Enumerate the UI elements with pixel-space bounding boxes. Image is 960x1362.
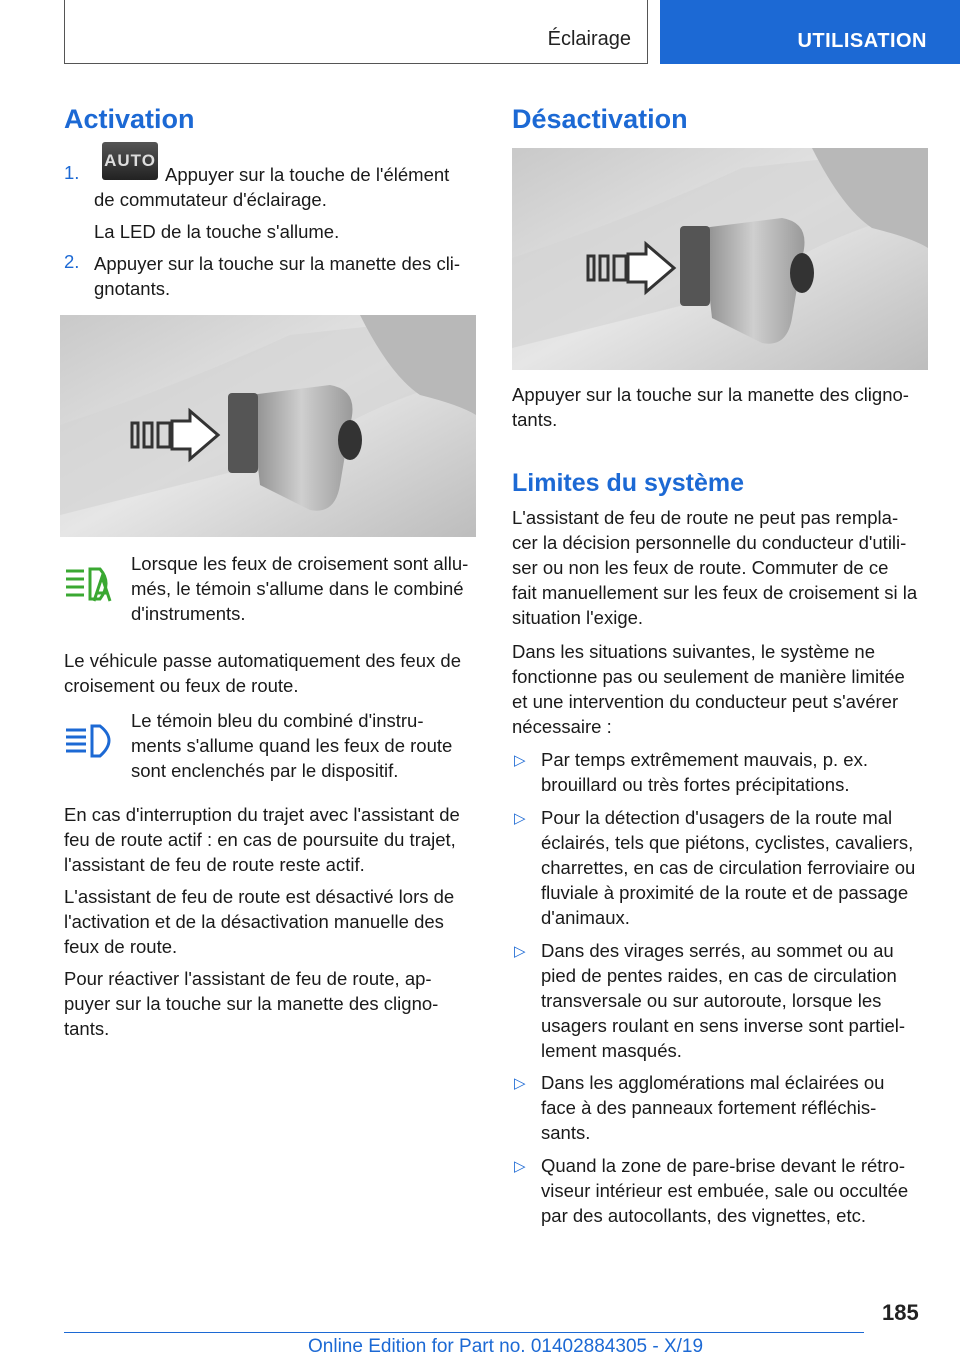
bullet-5-line3: par des autocollants, des vignettes, etc. <box>541 1205 866 1226</box>
bullet-1-line2: brouillard ou très fortes précipitations. <box>541 774 850 795</box>
limits-heading: Limites du système <box>512 469 745 497</box>
bullet-4-icon: ▷ <box>514 1075 526 1092</box>
bullet-2-icon: ▷ <box>514 810 526 827</box>
limits-para1-line5: situation l'exige. <box>512 607 644 628</box>
bullet-3-line5: lement masqués. <box>541 1040 682 1061</box>
stalk-photo-activation <box>60 315 476 537</box>
para2-line1: En cas d'interruption du trajet avec l'assistant de <box>64 804 460 825</box>
limits-para2-line3: et une intervention du conducteur peut s'avérer <box>512 691 899 712</box>
indicator-1-line3: d'instruments. <box>131 603 246 624</box>
step-1-text: Appuyer sur la touche de l'élément <box>165 164 450 185</box>
header-section-box <box>64 0 648 64</box>
para1-line2: croisement ou feux de route. <box>64 675 299 696</box>
step-2-text: Appuyer sur la touche sur la manette des cli- <box>94 253 461 274</box>
bullet-5-line2: viseur intérieur est embuée, sale ou occultée <box>541 1180 909 1201</box>
limits-para1-line4: fait manuellement sur les feux de croisement si la <box>512 582 918 603</box>
para4-line1: Pour réactiver l'assistant de feu de route, ap- <box>64 968 432 989</box>
deactivation-heading: Désactivation <box>512 104 688 134</box>
bullet-5-icon: ▷ <box>514 1158 526 1175</box>
para3-line1: L'assistant de feu de route est désactivé lors de <box>64 886 455 907</box>
indicator-2-line2: ments s'allume quand les feux de route <box>131 735 453 756</box>
bullet-2-line2: éclairés, tels que piétons, cyclistes, cavaliers, <box>541 832 914 853</box>
para4-line2: puyer sur la touche sur la manette des cligno- <box>64 993 439 1014</box>
para2-line2: feu de route actif : en cas de poursuite du trajet, <box>64 829 456 850</box>
stalk-illustration <box>60 315 476 537</box>
bullet-3-line2: pied de pentes raides, en cas de circulation <box>541 965 897 986</box>
activation-heading: Activation <box>64 104 195 134</box>
step-1-text-cont: de commutateur d'éclairage. <box>94 189 327 210</box>
bullet-3-line1: Dans des virages serrés, au sommet ou au <box>541 940 894 961</box>
step-1-number: 1. <box>64 162 80 183</box>
chapter-title: UTILISATION <box>797 30 927 52</box>
indicator-1-line2: més, le témoin s'allume dans le combiné <box>131 578 464 599</box>
bullet-1-line1: Par temps extrêmement mauvais, p. ex. <box>541 749 868 770</box>
bullet-2-line5: d'animaux. <box>541 907 630 928</box>
limits-para2-line4: nécessaire : <box>512 716 612 737</box>
high-beam-indicator-icon <box>64 720 116 764</box>
bullet-4-line1: Dans les agglomérations mal éclairées ou <box>541 1072 885 1093</box>
bullet-1-icon: ▷ <box>514 752 526 769</box>
stalk-photo-deactivation <box>512 148 928 370</box>
stalk-illustration <box>512 148 928 370</box>
para3-line2: l'activation et de la désactivation manuelle des <box>64 911 444 932</box>
caption-line2: tants. <box>512 409 558 430</box>
bullet-5-line1: Quand la zone de pare-brise devant le rétro- <box>541 1155 906 1176</box>
caption-line1: Appuyer sur la touche sur la manette des cligno- <box>512 384 909 405</box>
indicator-1-line1: Lorsque les feux de croisement sont allu- <box>131 553 469 574</box>
para4-line3: tants. <box>64 1018 110 1039</box>
step-2-text-cont: gnotants. <box>94 278 171 299</box>
low-beam-indicator-icon <box>64 563 114 607</box>
bullet-2-line1: Pour la détection d'usagers de la route mal <box>541 807 893 828</box>
page-number: 185 <box>882 1300 919 1325</box>
limits-para2-line1: Dans les situations suivantes, le système ne <box>512 641 875 662</box>
bullet-2-line4: fluviale à proximité de la route et de passage <box>541 882 909 903</box>
step-2-number: 2. <box>64 251 80 272</box>
indicator-2-line3: sont enclenchés par le dispositif. <box>131 760 399 781</box>
para2-line3: l'assistant de feu de route reste actif. <box>64 854 365 875</box>
header-chapter-tab[interactable] <box>660 0 960 64</box>
footer-edition: Online Edition for Part no. 01402884305 - X/19 <box>308 1336 704 1357</box>
para3-line3: feux de route. <box>64 936 178 957</box>
bullet-3-line4: usagers roulant en sens inverse sont partiel- <box>541 1015 906 1036</box>
limits-para2-line2: fonctionne pas ou seulement de manière limitée <box>512 666 905 687</box>
step-1-result: La LED de la touche s'allume. <box>94 221 340 242</box>
para1-line1: Le véhicule passe automatiquement des feux de <box>64 650 461 671</box>
bullet-4-line3: sants. <box>541 1122 591 1143</box>
bullet-3-icon: ▷ <box>514 943 526 960</box>
section-title: Éclairage <box>547 28 631 50</box>
footer-divider <box>64 1332 864 1333</box>
bullet-3-line3: transversale ou sur autoroute, lorsque les <box>541 990 882 1011</box>
indicator-2-line1: Le témoin bleu du combiné d'instru- <box>131 710 424 731</box>
limits-para1-line3: ser ou non les feux de route. Commuter de ce <box>512 557 889 578</box>
auto-button-icon: AUTO <box>102 142 158 180</box>
limits-para1-line2: cer la décision personnelle du conducteur d'utili- <box>512 532 907 553</box>
bullet-4-line2: face à des panneaux fortement réfléchis- <box>541 1097 877 1118</box>
limits-para1-line1: L'assistant de feu de route ne peut pas rempla- <box>512 507 899 528</box>
bullet-2-line3: charrettes, en cas de circulation ferroviaire ou <box>541 857 916 878</box>
